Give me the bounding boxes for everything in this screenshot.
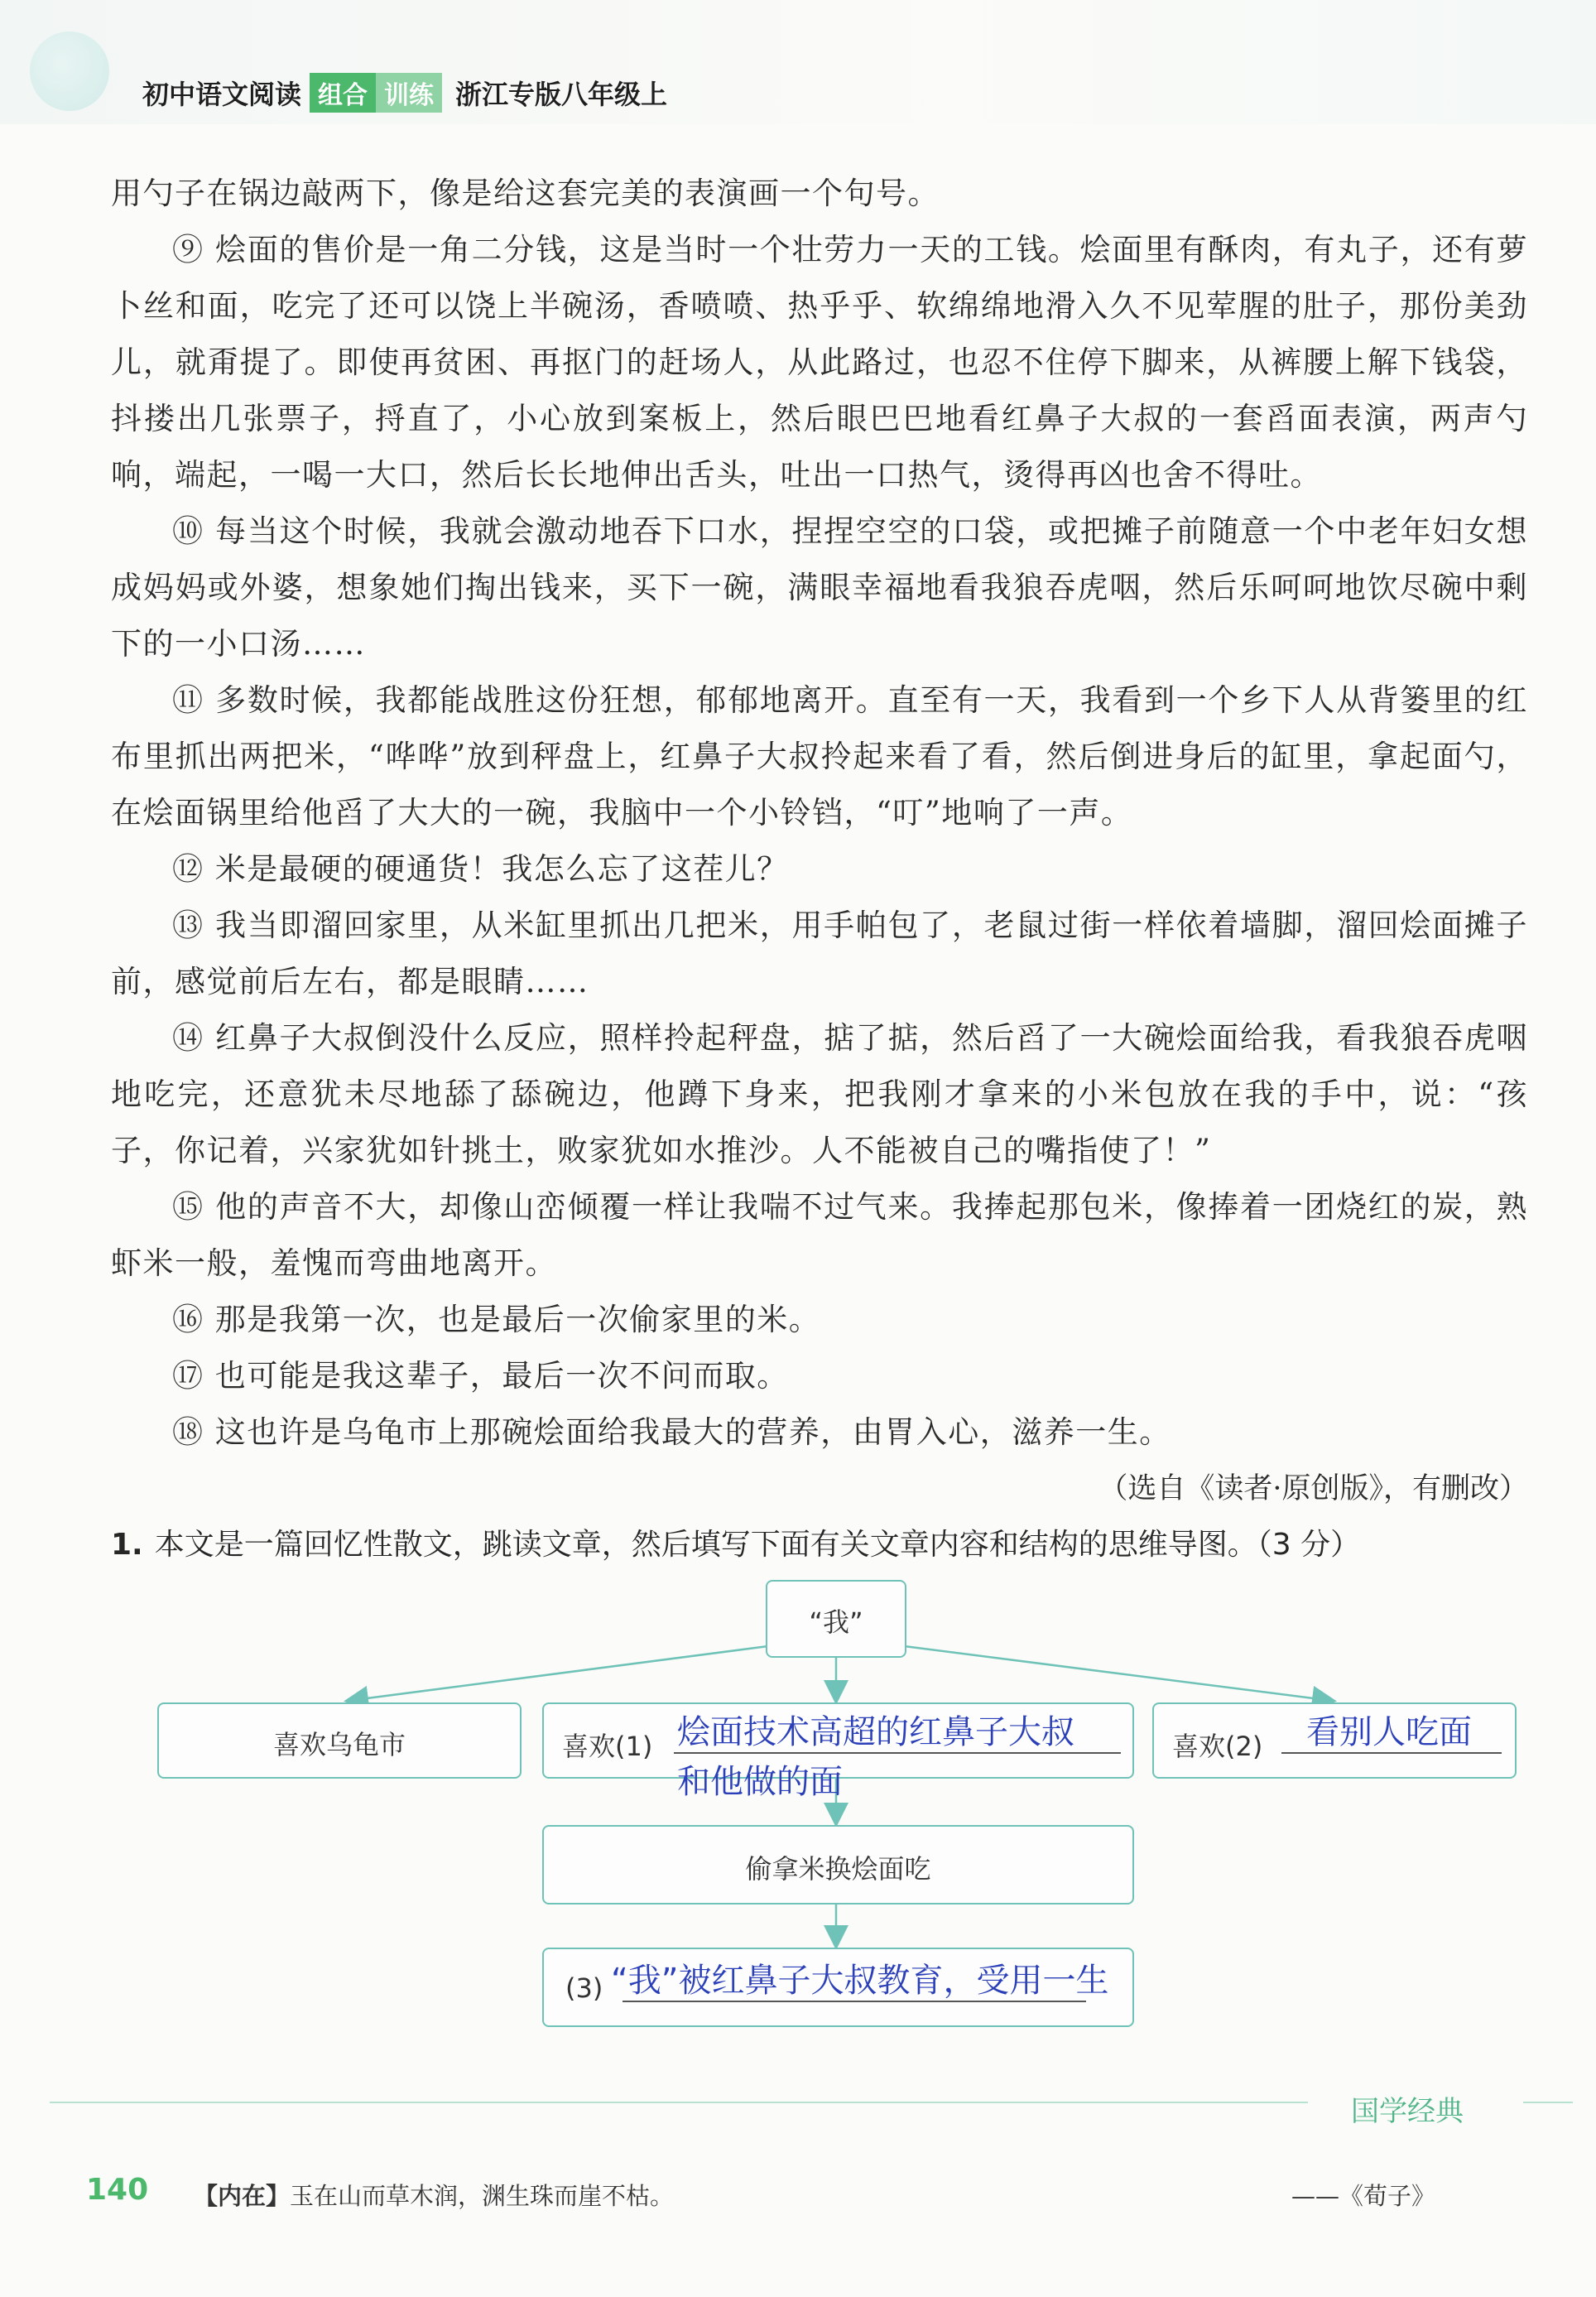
paragraph-12: ⑫ 米是最硬的硬通货！我怎么忘了这茬儿？: [172, 851, 789, 887]
footer-brand: 国学经典: [1351, 2095, 1464, 2128]
paragraph-16: ⑯ 那是我第一次，也是最后一次偷家里的米。: [172, 1302, 821, 1337]
middle-box-label: 偷拿米换烩面吃: [745, 1853, 931, 1885]
left-label: 喜欢乌龟市: [272, 1729, 406, 1760]
paragraph-9: ⑨ 烩面的售价是一角二分钱，这是当时一个壮劳力一天的工钱。烩面里有酥肉，有丸子，还有萝卜丝和面，吃完了还可以饶上半碗汤，香喷喷、热乎乎、软绵绵地滑入久不见荤腥的肚子，那份美劲儿，就甭提了。即使再贫困、再抠门的赶场人，从此路过，也忍不住停下脚来，从裤腰上解下钱袋，抖搂出几张票子，捋直了，小心放到案板上，然后眼巴巴地看红鼻子大叔的一套舀面表演，两声勺响，端起，一喝一大口，然后长长地伸出舌头，吐出一口热气，烫得再凶也舍不得吐。: [111, 232, 1528, 493]
mindmap-middle-box: [542, 1825, 1134, 1905]
book-title-main: 初中语文阅读: [142, 79, 302, 110]
paragraph-18: ⑱ 这也许是乌龟市上那碗烩面给我最大的营养，由胃入心，滋养一生。: [172, 1414, 1171, 1450]
footer-quote: [194, 2178, 674, 2212]
footer-divider: [50, 2102, 1308, 2103]
mid-label: 喜欢(1): [562, 1731, 653, 1762]
paragraph-14: ⑭ 红鼻子大叔倒没什么反应，照样拎起秤盘，掂了掂，然后舀了一大碗烩面给我，看我狼吞虎咽地吃完，还意犹未尽地舔了舔碗边，他蹲下身来，把我刚才拿来的小米包放在我的手中，说：“孩子，你记着，兴家犹如针挑土，败家犹如水推沙。人不能被自己的嘴指使了！”: [111, 1020, 1528, 1168]
question-number: 1.: [111, 1528, 143, 1562]
book-tag-zuhe: 组合: [310, 73, 376, 113]
mindmap-left: [157, 1702, 522, 1779]
connector-root-right: [904, 1646, 1333, 1701]
quote-text: 玉在山而草木润，渊生珠而崖不枯。: [290, 2182, 675, 2210]
paragraph-15: ⑮ 他的声音不大，却像山峦倾覆一样让我喘不过气来。我捧起那包米，像捧着一团烧红的炭，熟虾米一般，羞愧而弯曲地离开。: [111, 1189, 1528, 1281]
paragraph-17: ⑰ 也可能是我这辈子，最后一次不问而取。: [172, 1358, 789, 1394]
right-answer: 看别人吃面: [1306, 1713, 1472, 1751]
quote-source: ——《荀子》: [1291, 2182, 1436, 2210]
root-label: “我”: [809, 1606, 863, 1638]
paragraph-continued: 用勺子在锅边敲两下，像是给这套完美的表演画一个句号。: [111, 176, 940, 211]
connector-root-left: [348, 1646, 768, 1701]
mindmap-root: [766, 1580, 906, 1658]
page-number: 140: [86, 2173, 149, 2207]
mid-answer-1: 烩面技术高超的红鼻子大叔: [677, 1713, 1074, 1751]
bottom-answer: “我”被红鼻子大叔教育，受用一生: [611, 1962, 1109, 2000]
book-subtitle: 浙江专版八年级上: [455, 79, 668, 110]
paragraph-11: ⑪ 多数时候，我都能战胜这份狂想，郁郁地离开。直至有一天，我看到一个乡下人从背篓里的红布里抓出两把米，“哗哗”放到秤盘上，红鼻子大叔拎起来看了看，然后倒进身后的缸里，拿起面勺，在烩面锅里给他舀了大大的一碗，我脑中一个小铃铛，“叮”地响了一声。: [111, 682, 1528, 831]
paragraph-10: ⑩ 每当这个时候，我就会激动地吞下口水，捏捏空空的口袋，或把摊子前随意一个中老年妇女想成妈妈或外婆，想象她们掏出钱来，买下一碗，满眼幸福地看我狼吞虎咽，然后乐呵呵地饮尽碗中剩下的一小口汤……: [111, 513, 1528, 662]
question-text: 本文是一篇回忆性散文，跳读文章，然后填写下面有关文章内容和结构的思维导图。（3 分）: [154, 1528, 1361, 1562]
quote-tag: 【内在】: [194, 2182, 291, 2210]
article-source: （选自《读者·原创版》，有删改）: [1098, 1472, 1528, 1505]
paragraph-13: ⑬ 我当即溜回家里，从米缸里抓出几把米，用手帕包了，老鼠过街一样依着墙脚，溜回烩面摊子前，感觉前后左右，都是眼睛……: [111, 908, 1528, 999]
book-tag-xunlian: 训练: [376, 73, 442, 113]
footer-divider-right: [1523, 2102, 1573, 2103]
mid-answer-2: 和他做的面: [677, 1763, 843, 1801]
right-label: 喜欢(2): [1172, 1731, 1263, 1762]
bottom-label: (3): [565, 1972, 603, 2004]
